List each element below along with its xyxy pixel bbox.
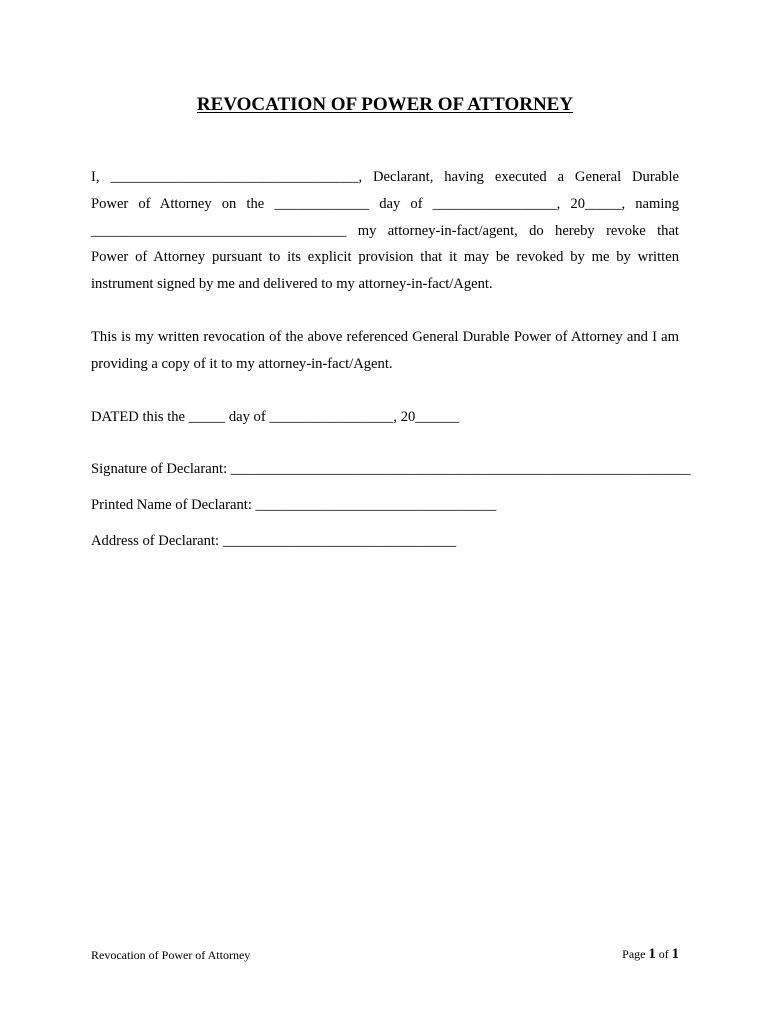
document-title: REVOCATION OF POWER OF ATTORNEY xyxy=(196,94,574,115)
paragraph-line: instrument signed by me and delivered to my attorney-in-fact/Agent. xyxy=(91,276,493,293)
signature-line: Signature of Declarant: _______________________________________________________________ xyxy=(91,461,691,477)
page-current: 1 xyxy=(648,946,656,962)
page-label: Page xyxy=(622,947,646,961)
paragraph-line: Power of Attorney on the _____________ day of _________________, 20_____, naming xyxy=(91,195,679,212)
dated-line: DATED this the _____ day of _________________, 20______ xyxy=(91,409,460,425)
page-number xyxy=(622,946,679,963)
paragraph-line: ___________________________________ my attorney-in-fact/agent, do hereby revoke that xyxy=(91,222,679,239)
paragraph-line: Power of Attorney pursuant to its explicit provision that it may be revoked by me by written xyxy=(91,249,679,266)
written-revocation-paragraph: This is my written revocation of the above referenced General Durable Power of Attorney and I am providing a copy of it to my attorney-in-fact/Agent. xyxy=(91,329,679,372)
printed-name-line: Printed Name of Declarant: _________________________________ xyxy=(91,497,497,513)
page-total: 1 xyxy=(671,946,679,962)
footer-title: Revocation of Power of Attorney xyxy=(91,948,251,962)
revocation-paragraph xyxy=(91,164,679,298)
address-line: Address of Declarant: ________________________________ xyxy=(91,533,457,549)
of-label: of xyxy=(658,947,669,961)
paragraph-line: I, __________________________________, Declarant, having executed a General Durable xyxy=(91,169,679,185)
